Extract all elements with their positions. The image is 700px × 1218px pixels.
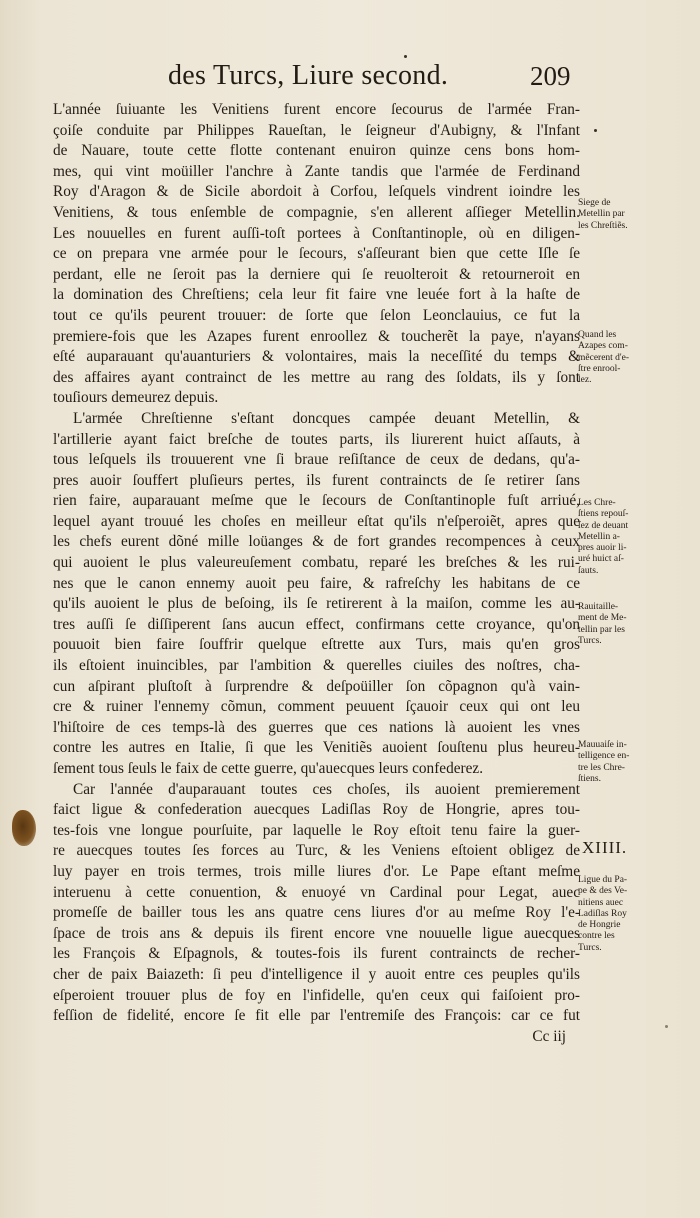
text-line: ils eſtoient inuincibles, par l'ambition & querelles ciuiles des noſtres, cha- xyxy=(53,657,580,675)
margin-note-line: Ligue du Pa- xyxy=(578,875,628,885)
margin-note-line: uré huict aſ- xyxy=(578,554,624,565)
text-line: çoiſe conduite par Philippes Raueſtan, le ſeigneur d'Aubigny, & l'Infant xyxy=(53,121,580,139)
text-line: lequel ayant trouué les choſes en meilleur eſtat qu'ils n'eſperoiẽt, apres que xyxy=(53,512,580,530)
paragraph-first-line: Car l'année d'auparauant toutes ces choſes, ils auoient premierement xyxy=(73,780,580,798)
text-line: eſperoient trouuer plus de foy en l'infidelle, qu'en ceux qui faiſoient pro- xyxy=(53,986,580,1004)
text-line: la domination des Chreſtiens; cela leur fit faire vne leuée fort à la haſte de xyxy=(53,286,580,304)
margin-note-line: ſtiens. xyxy=(578,773,601,784)
text-line: contre les autres en Italie, ſi que les Venitiẽs auoient ſouſtenu plus heureu- xyxy=(53,739,580,757)
text-line: de Nauare, toute cette flotte contenant enuiron quinze cens bons hom- xyxy=(53,142,580,160)
paper-stain xyxy=(12,810,36,846)
text-line: feſſion de fidelité, encore ſe fit elle par l'entremiſe des François: car ce fut xyxy=(53,1007,580,1025)
text-line: qu'ils auoient le plus de beſoing, ils ſe retirerent à la maiſon, comme les au- xyxy=(53,595,580,613)
text-line: cun aſpirant pluſtoſt à ſurprendre & deſpoüiller ſon cõpagnon qu'à vain- xyxy=(53,677,580,695)
text-line: promeſſe de bailler tous les ans quatre cens liures d'or au meſme Roy l'e- xyxy=(53,904,580,922)
margin-note-mauuaise xyxy=(578,740,688,785)
margin-note-line: Metellin par xyxy=(578,209,625,220)
margin-note-line: Les Chre- xyxy=(578,498,616,508)
margin-note-line: Rauitaille- xyxy=(578,602,619,612)
margin-note-line: Metellin a- xyxy=(578,531,620,542)
text-line: les chefs eurent dõné mille loüanges & de fort grandes recompences à ceux xyxy=(53,533,580,551)
text-line: ce on prepara vne armée pour le ſecours, s'aſſeurant bien que cette Iſle ſe xyxy=(53,245,580,263)
margin-note-line: ſez de deuant xyxy=(578,520,629,531)
text-line: Venitiens, & tous enſemble de compagnie, s'en allerent aſſieger Metellin. xyxy=(53,203,580,221)
text-line: re auecques toutes ſes forces au Turc, & les Veniens eſtoient obligez de xyxy=(53,842,580,860)
margin-note-line: lez. xyxy=(578,375,592,386)
text-line: eſté auparauant qu'auanturiers & volontaires, mais la neceſſité du temps & xyxy=(53,348,580,366)
margin-note-line: Mauuaiſe in- xyxy=(578,740,627,750)
text-line: ſpace de trois ans & depuis ils firent encore vne nouuelle ligue auecques xyxy=(53,924,580,942)
margin-note-line: ſtiens repouſ- xyxy=(578,509,629,520)
text-line: ſement tous ſeuls le faix de cette guerre, qu'auecques leurs confederez. xyxy=(53,760,484,777)
text-line: pres auoir ſouffert pluſieurs pertes, ils furent contraincts de ſe retirer ſans xyxy=(53,471,580,489)
margin-note-line: mẽcerent d'e- xyxy=(578,352,630,363)
text-line: rien faire, auparauant meſme que le ſecours de Conſtantinople fuſt arriué, xyxy=(53,492,580,510)
text-line: tous leſquels ils trouuerent vne ſi braue reſiſtance de ceux de dedans, qu'a- xyxy=(53,451,580,469)
margin-note-line: Ladiſlas Roy xyxy=(578,908,627,919)
margin-note-siege xyxy=(578,198,688,232)
margin-note-line: Turcs. xyxy=(578,942,602,953)
text-line: nes que le canon ennemy auoit peu faire, & rafreſchy les habitans de ce xyxy=(53,574,580,592)
margin-note-line: Quand les xyxy=(578,330,617,340)
ink-speck xyxy=(665,1025,668,1028)
margin-note-line: telligence en- xyxy=(578,751,630,762)
margin-note-line: pe & des Ve- xyxy=(578,886,628,897)
text-line: tout ce qu'ils peurent trouuer: de ſorte que ſelon Leonclauius, ce fut la xyxy=(53,306,580,324)
margin-note-ligue xyxy=(578,875,688,954)
margin-note-line: pres auoir li- xyxy=(578,543,627,554)
margin-note-line: tellin par les xyxy=(578,624,625,635)
body-text xyxy=(53,100,580,1047)
margin-note-line: Azapes com- xyxy=(578,341,628,352)
margin-note-line: ſauts. xyxy=(578,565,599,576)
text-line: l'hiſtoire de ces temps-là des guerres que ces nations là auoient les vnes xyxy=(53,718,580,736)
text-line: interuenu à cette conuention, & enuoyé vn Cardinal pour Legat, auec xyxy=(53,883,580,901)
running-title: des Turcs, Liure second. xyxy=(168,60,449,91)
chapter-number: XIIII. xyxy=(582,838,628,857)
margin-note-line: contre les xyxy=(578,931,615,942)
margin-note-line: tre les Chre- xyxy=(578,762,625,773)
margin-note-repousses xyxy=(578,498,688,577)
text-line: tres auſſi ſe diſſiperent ſans aucun effect, confirmans cette croyance, qu'on xyxy=(53,615,580,633)
signature-mark: Cc iij xyxy=(532,1027,566,1045)
text-line: l'artillerie ayant faict breſche de toutes parts, ils liurerent huict aſſauts, à xyxy=(53,430,580,448)
margin-note-line: Siege de xyxy=(578,198,611,208)
paragraph-first-line: L'armée Chreſtienne s'eſtant doncques campée deuant Metellin, & xyxy=(73,409,580,427)
margin-note-line: ment de Me- xyxy=(578,613,627,624)
text-line: premiere-fois que les Azapes furent enroollez & toucherẽt la paye, n'ayans xyxy=(53,327,580,345)
text-line: Roy d'Aragon & de Sicile abordoit à Corfou, leſquels vindrent ioindre les xyxy=(53,183,580,201)
text-line: des affaires ayant contrainct de les mettre au rang des ſoldats, ils y ſont xyxy=(53,368,580,386)
margin-note-rauitaillement xyxy=(578,602,688,647)
margin-note-line: ſtre enrool- xyxy=(578,363,621,374)
page-number: 209 xyxy=(530,61,571,91)
text-line: L'année ſuiuante les Venitiens furent encore ſecourus de l'armée Fran- xyxy=(53,101,580,118)
text-line: Les nouuelles en furent auſſi-toſt portees à Conſtantinople, où en diligen- xyxy=(53,224,580,242)
margin-notes xyxy=(578,0,690,1218)
text-line: touſiours demeurez depuis. xyxy=(53,389,219,407)
text-line: les François & Eſpagnols, & toutes-fois ils furent contraincts de recher- xyxy=(53,945,580,963)
text-line: cher de paix Baiazeth: ſi peu d'intelligence il y auoit entre ces peuples qu'ils xyxy=(53,965,580,983)
text-line: perdant, elle ne ſeroit pas la derniere qui ſe reuolteroit & retourneroit en xyxy=(53,265,580,283)
margin-note-line: de Hongrie xyxy=(578,920,621,931)
text-line: pouuoit bien faire ſouffrir quelque eſtrette aux Turs, mais qu'en gros xyxy=(53,636,580,654)
text-line: tes-fois vne longue pourſuite, par laquelle le Roy eſtoit tenu faire la guer- xyxy=(53,821,580,839)
text-line: mes, qui vint moüiller l'anchre à Zante tandis que l'armée de Ferdinand xyxy=(53,162,580,180)
margin-note-line: les Chreſtiẽs. xyxy=(578,220,628,231)
text-line: cre & ruiner l'ennemy cõmun, comment peuuent ſçauoir ceux qui ont leu xyxy=(53,698,580,716)
margin-note-azapes xyxy=(578,330,688,386)
ink-speck xyxy=(404,55,407,58)
margin-note-line: nitiens auec xyxy=(578,897,624,908)
text-line: faict ligue & confederation auecques Ladiſlas Roy de Hongrie, apres tou- xyxy=(53,801,580,819)
text-line: luy payer en trois termes, trois mille liures d'or. Le Pape eſtant meſme xyxy=(53,862,580,880)
margin-note-line: Turcs. xyxy=(578,635,602,646)
text-line: qui auoient le plus valeureuſement combatu, reparé les breſches & les rui- xyxy=(53,554,580,572)
ink-speck xyxy=(594,129,597,132)
